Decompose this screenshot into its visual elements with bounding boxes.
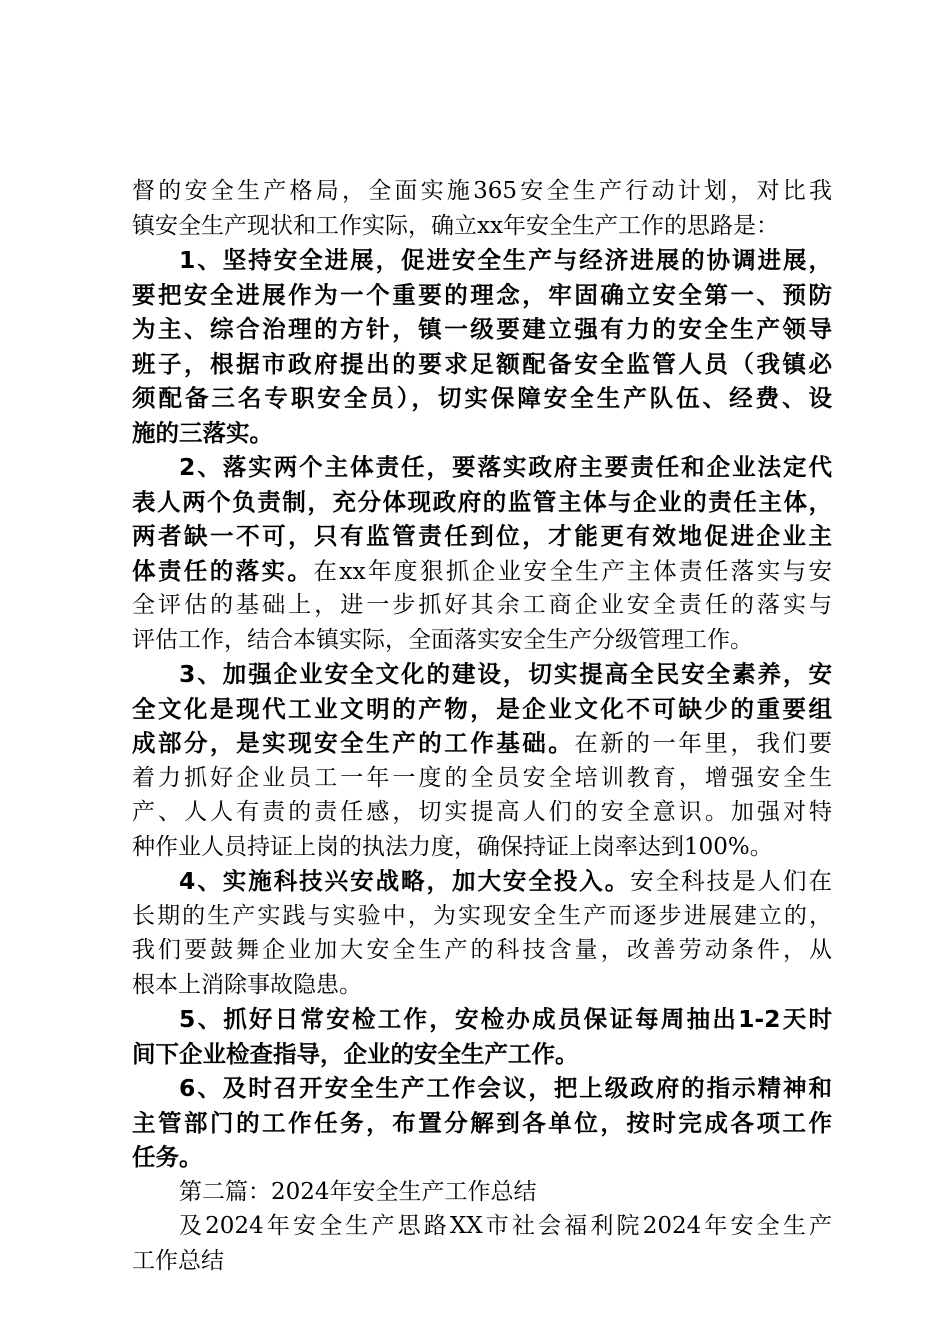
text-line: 表人两个负责制，充分体现政府的监管主体与企业的责任主体， (132, 487, 832, 516)
text-line: 3、加强企业安全文化的建设，切实提高全民安全素养，安 (179, 660, 832, 688)
text-line: 着力抓好企业员工一年一度的全员安全培训教育，增强安全生 (132, 764, 832, 791)
text-line: 我们要鼓舞企业加大安全生产的科技含量，改善劳动条件，从 (132, 937, 832, 963)
regular-text-segment: 在新的一年里，我们要 (574, 729, 833, 757)
text-line: 主管部门的工作任务，布置分解到各单位，按时完成各项工作 (132, 1108, 832, 1137)
text-line: 第二篇：2024年安全生产工作总结 (179, 1178, 537, 1205)
text-line: 及2024年安全生产思路XX市社会福利院2024年安全生产 (179, 1213, 832, 1239)
text-line: 种作业人员持证上岗的执法力度，确保持证上岗率达到100%。 (132, 833, 773, 860)
text-line: 评估工作，结合本镇实际，全面落实安全生产分级管理工作。 (132, 626, 753, 653)
text-line: 施的三落实。 (132, 418, 273, 447)
bold-text-segment: 4、实施科技兴安战略，加大安全投入。 (179, 867, 631, 895)
text-line: 督的安全生产格局，全面实施365安全生产行动计划，对比我 (132, 178, 832, 204)
text-line: 6、及时召开安全生产工作会议，把上级政府的指示精神和 (179, 1074, 832, 1102)
text-line: 为主、综合治理的方针，镇一级要建立强有力的安全生产领导 (132, 315, 832, 343)
regular-text-segment: 安全科技是人们在 (630, 867, 832, 895)
text-line: 要把安全进展作为一个重要的理念，牢固确立安全第一、预防 (132, 280, 832, 309)
text-line: 5、抓好日常安检工作，安检办成员保证每周抽出1-2天时 (179, 1005, 832, 1033)
text-line: 长期的生产实践与实验中，为实现安全生产而逐步进展建立的， (132, 902, 832, 929)
text-line (132, 554, 832, 589)
text-line (132, 864, 832, 899)
text-line: 任务。 (132, 1143, 203, 1171)
text-line: 间下企业检查指导，企业的安全生产工作。 (132, 1039, 579, 1068)
text-line: 根本上消除事故隐患。 (132, 971, 362, 998)
text-line: 全评估的基础上，进一步抓好其余工商企业安全责任的落实与 (132, 592, 832, 618)
text-line: 班子，根据市政府提出的要求足额配备安全监管人员（我镇必 (132, 349, 832, 378)
regular-text-segment: 在xx年度狠抓企业安全生产主体责任落实与安 (313, 556, 832, 585)
text-line: 须配备三名专职安全员），切实保障安全生产队伍、经费、设 (132, 384, 832, 412)
text-line: 1、坚持安全进展，促进安全生产与经济进展的协调进展， (179, 246, 832, 274)
text-line: 两者缺一不可，只有监管责任到位，才能更有效地促进企业主 (132, 522, 832, 550)
bold-text-segment: 成部分，是实现安全生产的工作基础。 (132, 729, 575, 757)
text-line: 工作总结 (132, 1247, 224, 1274)
document-body (132, 174, 832, 1278)
text-line: 2、落实两个主体责任，要落实政府主要责任和企业法定代 (179, 453, 832, 481)
text-line: 产、人人有责的责任感，切实提高人们的安全意识。加强对特 (132, 799, 832, 825)
bold-text-segment: 体责任的落实。 (132, 556, 314, 585)
text-line: 全文化是现代工业文明的产物，是企业文化不可缺少的重要组 (132, 694, 832, 723)
text-line (132, 726, 832, 761)
text-line: 镇安全生产现状和工作实际，确立xx年安全生产工作的思路是： (132, 212, 779, 239)
